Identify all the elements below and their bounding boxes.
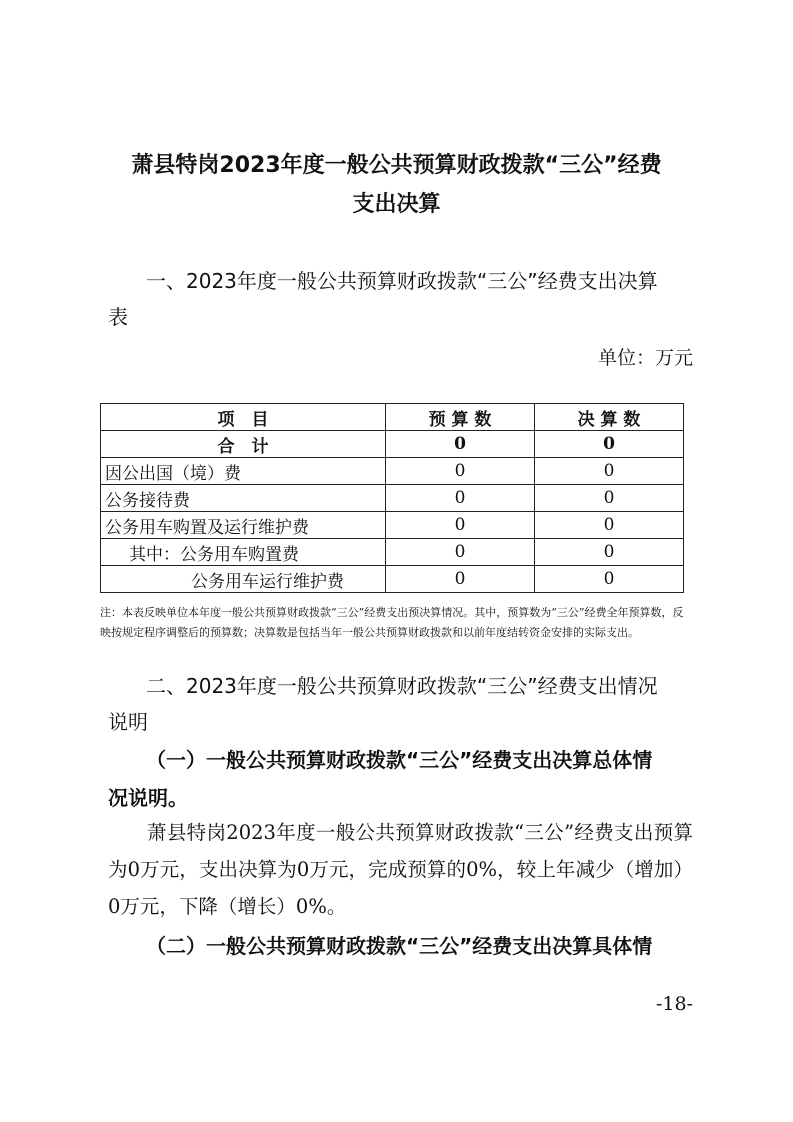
row-budget: 0 [386,431,535,458]
row-actual: 0 [535,539,684,566]
subsection1-heading-cont: 况说明。 [108,786,188,810]
table-note: 注：本表反映单位本年度一般公共预算财政拨款“三公”经费支出预决算情况。其中，预算数为“三公”经费全年预算数，反映按规定程序调整后的预算数；决算数是包括当年一般公共预算财政拨款和以前年度结转资金安排的实际支出。 [100,606,684,639]
row-actual: 0 [535,431,684,458]
row-label: 其中：公务用车购置费 [101,539,386,566]
row-label: 公务用车购置及运行维护费 [101,512,386,539]
document-title-line1: 萧县特岗2023年度一般公共预算财政拨款“三公”经费 [131,153,662,178]
row-label: 因公出国（境）费 [101,458,386,485]
section2-heading: 二、2023年度一般公共预算财政拨款“三公”经费支出情况 [146,674,658,698]
row-actual: 0 [535,512,684,539]
row-budget: 0 [386,566,535,593]
table-header-row [101,404,684,431]
table-row [101,539,684,566]
subsection1-heading: （一）一般公共预算财政拨款“三公”经费支出决算总体情 [146,748,653,772]
budget-table [100,403,684,593]
table-row [101,566,684,593]
section1-heading: 一、2023年度一般公共预算财政拨款“三公”经费支出决算 [146,269,658,293]
table-row [101,458,684,485]
unit-label: 单位：万元 [597,347,693,369]
document-title-line2: 支出决算 [352,192,441,217]
header-actual: 决 算 数 [535,404,684,431]
table-row [101,512,684,539]
row-label: 公务用车运行维护费 [101,566,386,593]
header-item: 项 目 [101,404,386,431]
table-row [101,485,684,512]
section1-heading-cont: 表 [108,305,128,329]
row-budget: 0 [386,485,535,512]
row-actual: 0 [535,458,684,485]
row-actual: 0 [535,566,684,593]
summary-paragraph: 萧县特岗2023年度一般公共预算财政拨款“三公”经费支出预算为0万元，支出决算为0万元，完成预算的0%，较上年减少（增加）0万元，下降（增长）0%。 [108,821,693,918]
row-budget: 0 [386,458,535,485]
section2-heading-cont: 说明 [108,710,148,734]
row-actual: 0 [535,485,684,512]
row-label: 合 计 [101,431,386,458]
table-row [101,431,684,458]
row-label: 公务接待费 [101,485,386,512]
row-budget: 0 [386,539,535,566]
page-number: -18- [655,993,693,1015]
row-budget: 0 [386,512,535,539]
header-budget: 预 算 数 [386,404,535,431]
subsection2-heading: （二）一般公共预算财政拨款“三公”经费支出决算具体情 [146,934,653,958]
